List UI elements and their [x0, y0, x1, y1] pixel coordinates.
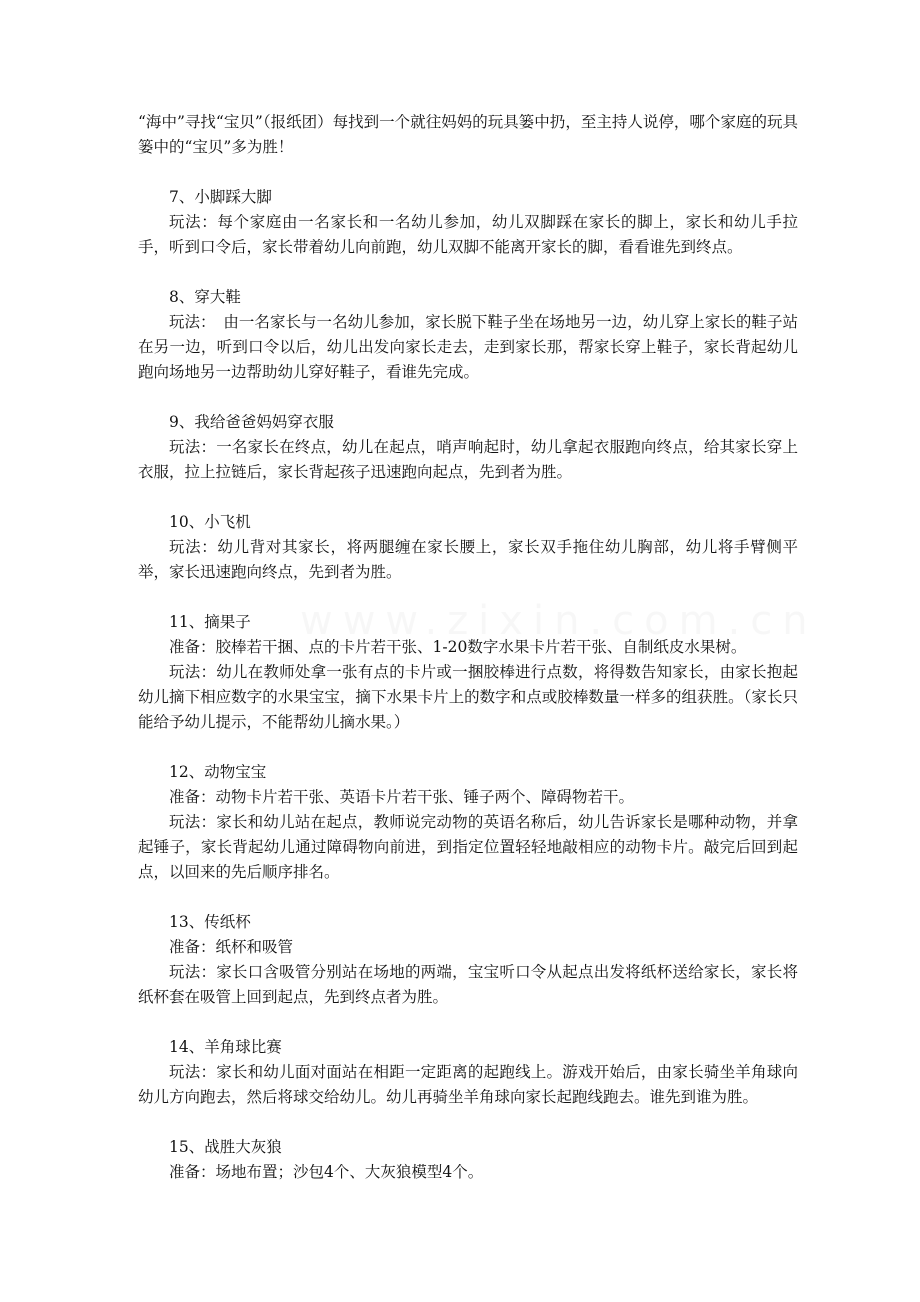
game-prep: 准备：胶棒若干捆、点的卡片若干张、1-20数字水果卡片若干张、自制纸皮水果树。: [169, 638, 747, 656]
game-prep: 准备：场地布置；沙包4个、大灰狼模型4个。: [169, 1163, 484, 1181]
game-title: 12、动物宝宝: [169, 763, 267, 781]
game-title: 8、穿大鞋: [169, 288, 241, 306]
document-body: [138, 110, 798, 1185]
game-section: [138, 410, 798, 485]
game-play: 玩法：家长和幼儿站在起点，教师说完动物的英语名称后，幼儿告诉家长是哪种动物，并拿起锤子，家长背起幼儿通过障碍物向前进，到指定位置轻轻地敲相应的动物卡片。敲完后回到起点，以回来的先后顺序排名。: [138, 813, 798, 881]
game-play: 玩法： 由一名家长与一名幼儿参加，家长脱下鞋子坐在场地另一边，幼儿穿上家长的鞋子站在另一边，听到口令以后，幼儿出发向家长走去，走到家长那，帮家长穿上鞋子，家长背起幼儿跑向场地另一边帮助幼儿穿好鞋子，看谁先完成。: [138, 313, 798, 381]
game-section: [138, 610, 798, 735]
game-title: 10、小飞机: [169, 513, 251, 531]
game-section: [138, 285, 798, 385]
game-prep: 准备：动物卡片若干张、英语卡片若干张、锤子两个、障碍物若干。: [169, 788, 635, 806]
game-play: 玩法：家长和幼儿面对面站在相距一定距离的起跑线上。游戏开始后，由家长骑坐羊角球向幼儿方向跑去，然后将球交给幼儿。幼儿再骑坐羊角球向家长起跑线跑去。谁先到谁为胜。: [138, 1063, 798, 1106]
game-section: [138, 1135, 798, 1185]
game-section: [138, 510, 798, 585]
game-section: [138, 1035, 798, 1110]
game-play: 玩法：每个家庭由一名家长和一名幼儿参加，幼儿双脚踩在家长的脚上，家长和幼儿手拉手，听到口令后，家长带着幼儿向前跑，幼儿双脚不能离开家长的脚，看看谁先到终点。: [138, 213, 798, 256]
game-play: 玩法：幼儿在教师处拿一张有点的卡片或一捆胶棒进行点数，将得数告知家长，由家长抱起幼儿摘下相应数字的水果宝宝，摘下水果卡片上的数字和点或胶棒数量一样多的组获胜。（家长只能给予幼儿提示，不能帮幼儿摘水果。）: [138, 663, 798, 731]
game-play: 玩法：幼儿背对其家长，将两腿缠在家长腰上，家长双手拖住幼儿胸部，幼儿将手臂侧平举，家长迅速跑向终点，先到者为胜。: [138, 538, 798, 581]
game-section: [138, 185, 798, 260]
game-play: 玩法：家长口含吸管分别站在场地的两端，宝宝听口令从起点出发将纸杯送给家长，家长将纸杯套在吸管上回到起点，先到终点者为胜。: [138, 963, 798, 1006]
watermark: www.zixin.com.cn: [300, 598, 818, 644]
game-title: 7、小脚踩大脚: [169, 188, 272, 206]
game-play: 玩法：一名家长在终点，幼儿在起点，哨声响起时，幼儿拿起衣服跑向终点，给其家长穿上衣服，拉上拉链后，家长背起孩子迅速跑向起点，先到者为胜。: [138, 438, 798, 481]
game-title: 15、战胜大灰狼: [169, 1138, 282, 1156]
intro-paragraph: “海中”寻找“宝贝”（报纸团）每找到一个就往妈妈的玩具篓中扔，至主持人说停，哪个家庭的玩具篓中的“宝贝”多为胜！: [138, 113, 798, 156]
game-title: 13、传纸杯: [169, 913, 251, 931]
game-title: 14、羊角球比赛: [169, 1038, 282, 1056]
game-title: 9、我给爸爸妈妈穿衣服: [169, 413, 334, 431]
game-prep: 准备：纸杯和吸管: [169, 938, 294, 956]
game-title: 11、摘果子: [169, 613, 251, 631]
game-section: [138, 760, 798, 885]
game-section: [138, 910, 798, 1010]
